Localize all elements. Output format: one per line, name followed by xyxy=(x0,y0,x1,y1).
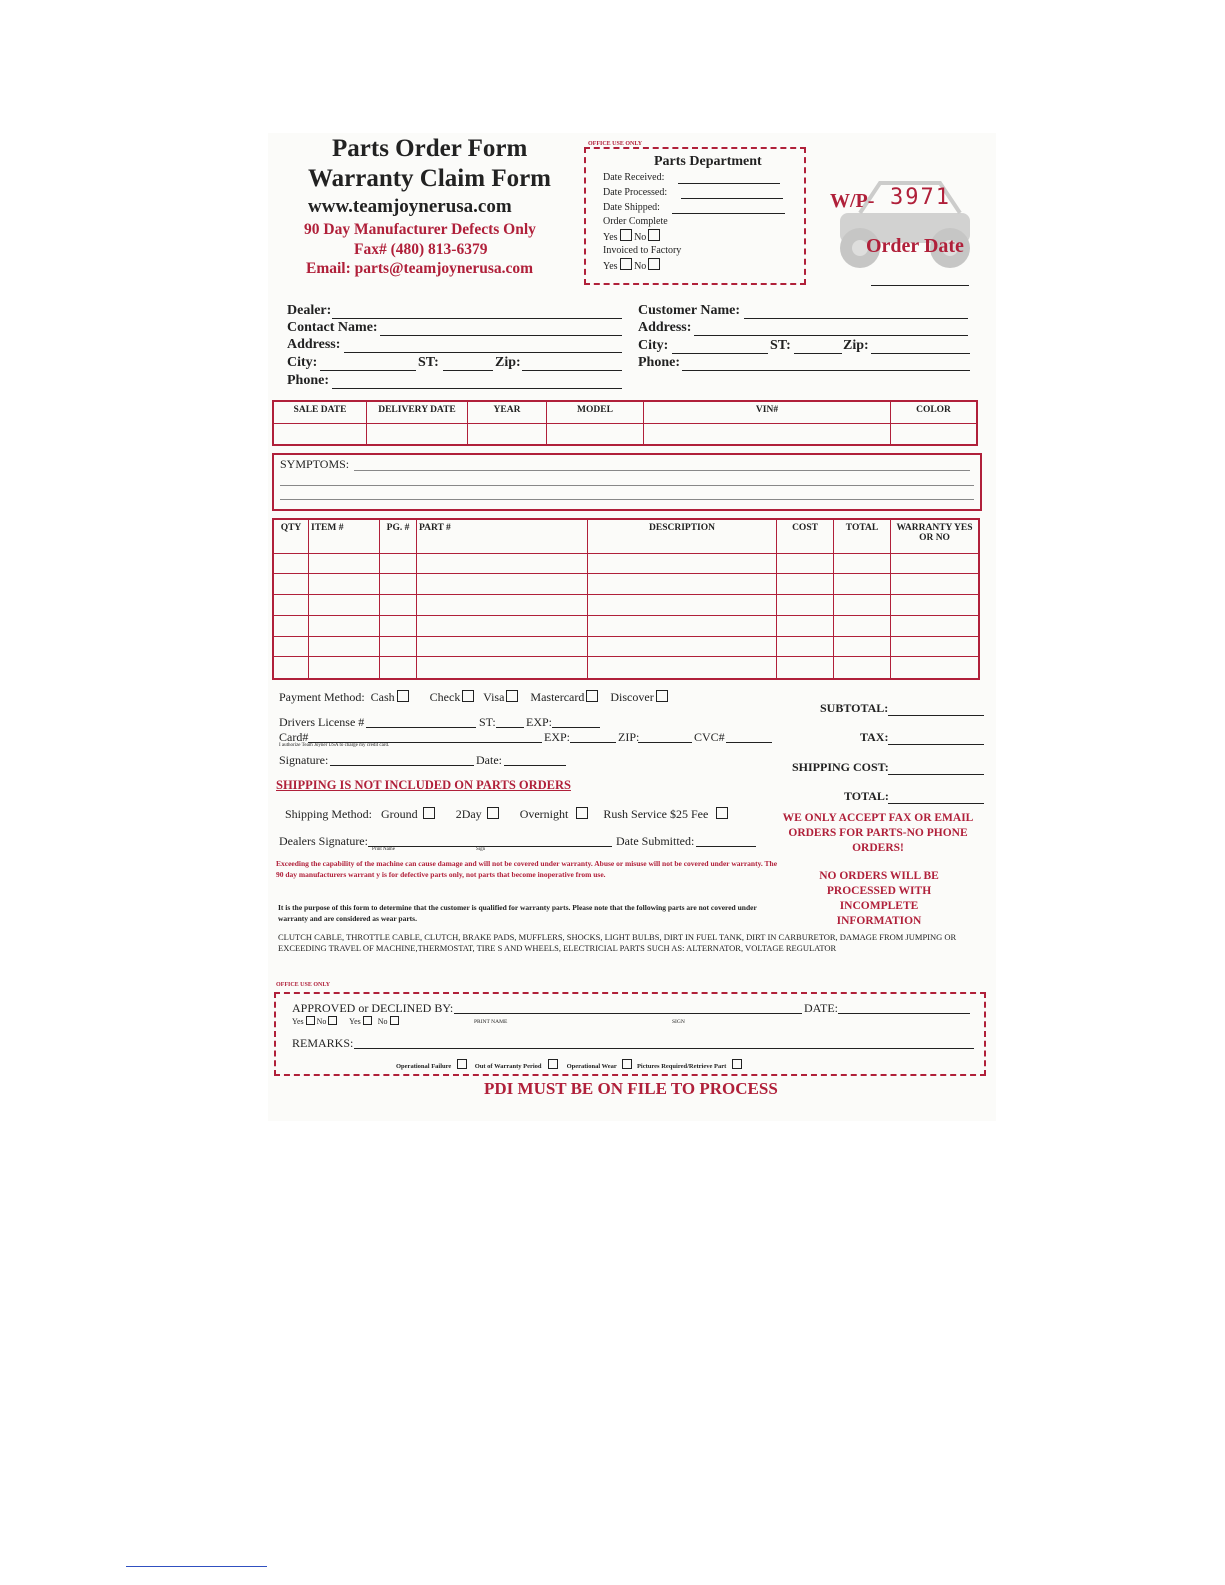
dealer-field[interactable] xyxy=(332,318,622,319)
no-label: No xyxy=(634,261,647,272)
tax-field[interactable] xyxy=(888,744,984,745)
customer-st-label: ST: xyxy=(770,338,791,353)
pictures-required-label: Pictures Required/Retrieve Part xyxy=(636,1063,727,1070)
color-cell[interactable] xyxy=(891,423,978,445)
license-st-field[interactable] xyxy=(496,727,524,728)
pdi-footer-notice: PDI MUST BE ON FILE TO PROCESS xyxy=(484,1079,778,1098)
total-label: TOTAL: xyxy=(844,789,889,803)
invoiced-options xyxy=(603,258,660,272)
table-row[interactable] xyxy=(273,657,979,679)
col-total: TOTAL xyxy=(834,519,891,553)
card-label: Card# xyxy=(279,730,309,744)
mastercard-checkbox[interactable] xyxy=(586,690,598,702)
license-st-label: ST: xyxy=(479,715,496,729)
col-warranty: WARRANTY YES OR NO xyxy=(891,519,980,553)
date-submitted-label: Date Submitted: xyxy=(616,834,695,848)
customer-st-field[interactable] xyxy=(794,353,842,354)
office-no-checkbox-1[interactable] xyxy=(328,1016,337,1025)
twoday-checkbox[interactable] xyxy=(487,807,499,819)
col-vin: VIN# xyxy=(644,401,891,423)
symptoms-line-1[interactable] xyxy=(354,470,970,471)
col-item: ITEM # xyxy=(309,519,380,553)
operational-failure-label: Operational Failure xyxy=(396,1063,452,1070)
sign-caption: Sign xyxy=(476,847,486,852)
remarks-label: REMARKS: xyxy=(292,1036,354,1050)
discover-label: Discover xyxy=(610,690,654,704)
mastercard-label: Mastercard xyxy=(530,690,585,704)
col-qty: QTY xyxy=(273,519,309,553)
date-shipped-field[interactable] xyxy=(672,213,785,214)
email-address: Email: parts@teamjoynerusa.com xyxy=(306,260,534,277)
signature-date-label: Date: xyxy=(476,753,502,767)
invoiced-label: Invoiced to Factory xyxy=(603,245,682,256)
col-delivery-date: DELIVERY DATE xyxy=(367,401,468,423)
print-name-caption: Print Name xyxy=(372,847,395,852)
dealer-label: Dealer: xyxy=(287,303,332,318)
shipping-cost-field[interactable] xyxy=(888,774,984,775)
vin-cell[interactable] xyxy=(644,423,891,445)
col-cost: COST xyxy=(777,519,834,553)
check-label: Check xyxy=(429,690,461,704)
cvc-label: CVC# xyxy=(694,730,725,744)
operational-wear-label: Operational Wear xyxy=(566,1063,617,1070)
approved-label: APPROVED or DECLINED BY: xyxy=(292,1001,454,1015)
table-row[interactable] xyxy=(273,574,979,595)
payment-method-label: Payment Method: xyxy=(279,690,365,704)
yes-label: Yes xyxy=(292,1017,304,1026)
overnight-checkbox[interactable] xyxy=(576,807,588,819)
yes-label: Yes xyxy=(349,1017,361,1026)
office-no-checkbox-2[interactable] xyxy=(390,1016,399,1025)
contact-name-field[interactable] xyxy=(380,335,622,336)
discover-checkbox[interactable] xyxy=(656,690,668,702)
pictures-required-checkbox[interactable] xyxy=(732,1059,742,1069)
operational-wear-checkbox[interactable] xyxy=(622,1059,632,1069)
shipping-method-label: Shipping Method: xyxy=(285,807,373,821)
parts-table xyxy=(272,518,980,680)
shipping-cost-label: SHIPPING COST: xyxy=(792,760,889,774)
shipping-notice: SHIPPING IS NOT INCLUDED ON PARTS ORDERS xyxy=(276,778,571,792)
parts-department-title: Parts Department xyxy=(654,154,762,169)
customer-phone-field[interactable] xyxy=(682,370,970,371)
table-row[interactable] xyxy=(273,595,979,616)
ground-checkbox[interactable] xyxy=(423,807,435,819)
table-row[interactable] xyxy=(273,615,979,636)
date-received-field[interactable] xyxy=(678,183,780,184)
col-model: MODEL xyxy=(547,401,644,423)
defects-note: 90 Day Manufacturer Defects Only xyxy=(304,221,536,238)
cvc-field[interactable] xyxy=(726,742,772,743)
payment-method-row xyxy=(279,690,668,705)
footnote-separator xyxy=(126,1566,267,1567)
office-date-label: DATE: xyxy=(804,1001,838,1015)
office-use-tag-bottom: OFFICE USE ONLY xyxy=(276,982,331,988)
no-label: No xyxy=(377,1017,388,1026)
model-cell[interactable] xyxy=(547,423,644,445)
office-use-tag: OFFICE USE ONLY xyxy=(588,141,643,147)
date-shipped-label: Date Shipped: xyxy=(603,202,660,213)
visa-checkbox[interactable] xyxy=(506,690,518,702)
symptoms-line-3[interactable] xyxy=(280,499,974,500)
ground-label: Ground xyxy=(381,807,418,821)
contact-name-label: Contact Name: xyxy=(287,320,378,335)
customer-zip-label: Zip: xyxy=(843,338,869,353)
license-exp-field[interactable] xyxy=(552,727,600,728)
invoiced-yes-checkbox[interactable] xyxy=(620,258,632,270)
out-of-warranty-checkbox[interactable] xyxy=(548,1059,558,1069)
purpose-statement: It is the purpose of this form to determine that the customer is qualified for warranty parts. Please note that the following parts are not covered under warranty and are considered as wear parts. xyxy=(278,903,757,923)
yes-label: Yes xyxy=(603,232,618,243)
table-row[interactable] xyxy=(273,636,979,657)
col-sale-date: SALE DATE xyxy=(273,401,367,423)
symptoms-line-2[interactable] xyxy=(280,485,974,486)
cash-checkbox[interactable] xyxy=(397,690,409,702)
twoday-label: 2Day xyxy=(455,807,482,821)
customer-address-field[interactable] xyxy=(694,335,968,336)
form-title-parts-order: Parts Order Form xyxy=(332,135,528,162)
order-complete-label: Order Complete xyxy=(603,216,668,227)
col-description: DESCRIPTION xyxy=(588,519,777,553)
table-row[interactable] xyxy=(273,553,979,574)
wear-parts-list: CLUTCH CABLE, THROTTLE CABLE, CLUTCH, BRAKE PADS, MUFFLERS, SHOCKS, LIGHT BULBS, DIRT IN FUEL TANK, DIRT IN CARBURETOR, DAMAGE FROM JUMPING OR EXCEEDING TRAVEL OF MACHINE,THERMOSTAT, TIRE S AND WHEELS, ELECTRICIAL PARTS SUCH AS: ALTERNATOR, VOLTAGE REGULATOR xyxy=(278,932,957,953)
order-form-sheet xyxy=(268,133,996,1121)
card-zip-field[interactable] xyxy=(638,742,692,743)
cash-label: Cash xyxy=(370,690,395,704)
dealer-zip-field[interactable] xyxy=(522,370,622,371)
order-complete-yes-checkbox[interactable] xyxy=(620,229,632,241)
tax-label: TAX: xyxy=(860,730,889,744)
order-date-label: Order Date xyxy=(866,235,964,257)
dealer-zip-label: Zip: xyxy=(495,355,521,370)
office-date-field[interactable] xyxy=(838,1013,970,1014)
col-part: PART # xyxy=(417,519,588,553)
total-field[interactable] xyxy=(888,803,984,804)
license-exp-label: EXP: xyxy=(526,715,553,729)
date-received-label: Date Received: xyxy=(603,172,665,183)
vehicle-info-table xyxy=(272,400,978,446)
rush-label: Rush Service $25 Fee xyxy=(603,807,709,821)
visa-label: Visa xyxy=(483,690,505,704)
card-zip-label: ZIP: xyxy=(618,730,640,744)
customer-city-field[interactable] xyxy=(672,353,768,354)
print-name-caption-office: PRINT NAME xyxy=(474,1019,508,1025)
drivers-license-label: Drivers License # xyxy=(279,715,365,729)
office-yes-checkbox-2[interactable] xyxy=(363,1016,372,1025)
approved-by-field[interactable] xyxy=(454,1013,802,1014)
dealer-city-label: City: xyxy=(287,355,318,370)
customer-name-label: Customer Name: xyxy=(638,303,740,318)
card-exp-field[interactable] xyxy=(570,742,616,743)
sale-date-cell[interactable] xyxy=(273,423,367,445)
incomplete-notice: NO ORDERS WILL BE PROCESSED WITH INCOMPLETE INFORMATION xyxy=(819,870,939,927)
website: www.teamjoynerusa.com xyxy=(308,196,512,217)
customer-zip-field[interactable] xyxy=(871,353,970,354)
check-checkbox[interactable] xyxy=(462,690,474,702)
order-complete-options xyxy=(603,229,660,243)
dealer-st-label: ST: xyxy=(418,355,439,370)
delivery-date-cell[interactable] xyxy=(367,423,468,445)
date-submitted-field[interactable] xyxy=(696,846,756,847)
fax-number: Fax# (480) 813-6379 xyxy=(354,241,488,258)
subtotal-field[interactable] xyxy=(888,715,984,716)
drivers-license-field[interactable] xyxy=(366,727,476,728)
signature-field[interactable] xyxy=(330,765,474,766)
dealer-phone-field[interactable] xyxy=(332,388,622,389)
customer-name-field[interactable] xyxy=(744,318,968,319)
customer-phone-label: Phone: xyxy=(638,355,680,370)
customer-address-label: Address: xyxy=(638,320,692,335)
no-label: No xyxy=(316,1017,327,1026)
customer-city-label: City: xyxy=(638,338,669,353)
form-title-warranty-claim: Warranty Claim Form xyxy=(308,165,552,192)
col-year: YEAR xyxy=(468,401,547,423)
overnight-label: Overnight xyxy=(519,807,569,821)
col-pg: PG. # xyxy=(380,519,417,553)
rush-checkbox[interactable] xyxy=(716,807,728,819)
symptoms-label: SYMPTOMS: xyxy=(280,457,350,471)
wp-label: W/P- xyxy=(830,190,875,212)
year-cell[interactable] xyxy=(468,423,547,445)
office-reason-row xyxy=(396,1059,742,1070)
warranty-warning: Exceeding the capability of the machine can cause damage and will not be covered under warranty. Abuse or misuse will not be covered under warranty. The 90 day manufacturers warrant y is for defective parts only, not parts that become inoperative from use. xyxy=(276,859,778,879)
signature-label: Signature: xyxy=(279,753,329,767)
date-processed-label: Date Processed: xyxy=(603,187,668,198)
wp-number: 3971 xyxy=(890,185,951,210)
office-yes-checkbox-1[interactable] xyxy=(306,1016,315,1025)
order-complete-no-checkbox[interactable] xyxy=(648,229,660,241)
symptoms-box xyxy=(272,453,982,511)
dealers-signature-field[interactable] xyxy=(368,846,612,847)
no-label: No xyxy=(634,232,647,243)
dealers-signature-label: Dealers Signature: xyxy=(279,834,368,848)
dealer-address-label: Address: xyxy=(287,337,341,352)
invoiced-no-checkbox[interactable] xyxy=(648,258,660,270)
yes-label: Yes xyxy=(603,261,618,272)
card-exp-label: EXP: xyxy=(544,730,571,744)
dealer-phone-label: Phone: xyxy=(287,373,329,388)
signature-date-field[interactable] xyxy=(504,765,566,766)
shipping-method-row xyxy=(285,807,728,822)
order-date-field[interactable] xyxy=(871,285,969,286)
authorize-note: I authorize Team Joyner USA to charge my credit card. xyxy=(279,743,390,748)
out-of-warranty-label: Out of Warranty Period xyxy=(474,1063,542,1070)
fax-only-notice: WE ONLY ACCEPT FAX OR EMAIL ORDERS FOR PARTS-NO PHONE ORDERS! xyxy=(782,812,974,854)
dealer-st-field[interactable] xyxy=(443,370,493,371)
remarks-field[interactable] xyxy=(354,1048,974,1049)
sign-caption-office: SIGN xyxy=(672,1019,685,1025)
col-color: COLOR xyxy=(891,401,978,423)
dealer-address-field[interactable] xyxy=(344,352,622,353)
office-yes-no-row xyxy=(292,1016,399,1026)
date-processed-field[interactable] xyxy=(681,198,783,199)
operational-failure-checkbox[interactable] xyxy=(457,1059,467,1069)
subtotal-label: SUBTOTAL: xyxy=(820,701,889,715)
dealer-city-field[interactable] xyxy=(320,370,416,371)
